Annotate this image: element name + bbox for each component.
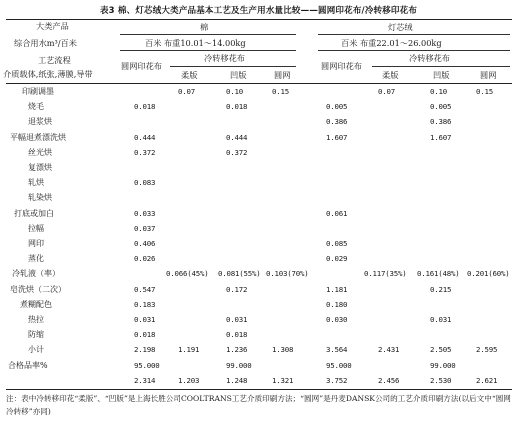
header-product-label: 大类产品: [36, 21, 69, 31]
table-cell: 0.018: [226, 330, 248, 340]
corduroy-rotary-header: 圆网印花布: [321, 61, 362, 71]
table-cell: 0.183: [134, 299, 156, 309]
cotton-group-rule: [120, 34, 296, 35]
table-cell: 0.201(60%): [467, 269, 510, 279]
table-cell: 2.530: [430, 375, 452, 385]
table-footnote: 注：表中冷转移印花“柔版”、“凹版”是上海长胜公司COOLTRANS工艺介质印刷方法；“圆网”是丹麦DANSK公司的工艺介质印刷方法(以后文中“圆网冷转移”亦同): [6, 394, 511, 416]
row-label: 合格品率%: [8, 360, 48, 370]
table-cell: 99.000: [226, 360, 252, 370]
row-label: 轧烘: [28, 178, 44, 188]
table-cell: 0.085: [326, 239, 348, 248]
header-water-label: 综合用水m³/百米: [14, 38, 77, 48]
table-cell: 0.061: [326, 208, 348, 218]
table-cell: 0.161(48%): [417, 269, 460, 279]
table-cell: 0.10: [226, 87, 243, 96]
table-cell: 0.029: [326, 254, 348, 264]
row-label: 皂洗烘（二次）: [10, 284, 66, 294]
table-cell: 3.564: [326, 345, 348, 355]
row-label: 煮糊配色: [20, 299, 52, 309]
table-cell: 2.314: [134, 375, 156, 385]
table-cell: 3.752: [326, 375, 348, 385]
cotton-cold-header: 冷转移花布: [204, 53, 245, 63]
row-label: 拉幅: [28, 223, 44, 233]
corduroy-cold-rule: [372, 66, 510, 67]
table-cell: 0.030: [326, 315, 348, 324]
corduroy-soft-header: 柔版: [382, 70, 399, 80]
table-cell: 0.444: [226, 132, 248, 142]
table-cell: 0.444: [134, 132, 156, 142]
cotton-cold-rule: [170, 66, 296, 67]
table-cell: 0.07: [378, 87, 395, 96]
table-cell: 0.005: [326, 102, 348, 112]
corduroy-group-header: 灯芯绒: [388, 22, 413, 32]
cotton-rotary-header: 圆网印花布: [121, 61, 162, 71]
corduroy-weight-rule: [318, 50, 510, 51]
row-label: 印刷调墨: [22, 87, 54, 96]
table-cell: 0.018: [134, 330, 156, 340]
header-process-label: 工艺流程: [38, 55, 71, 65]
row-label: 热拉: [28, 315, 44, 324]
table-cell: 0.026: [134, 254, 156, 264]
row-label: 平幅退煮漂洗烘: [10, 132, 66, 142]
table-cell: 1.248: [226, 375, 248, 385]
table-cell: 0.117(35%): [364, 269, 407, 279]
table-cell: 0.083: [134, 178, 156, 188]
header-medium-label: 介质载体,纸张,薄膜,导带: [3, 69, 93, 79]
corduroy-rotscreen-header: 圆网: [480, 70, 497, 80]
row-label: 丝光烘: [28, 147, 52, 157]
table-cell: 1.607: [430, 132, 452, 142]
table-cell: 0.180: [326, 299, 348, 309]
row-label: 打底或加白: [14, 208, 54, 218]
cotton-weight-header: 百米 布重10.01～14.00kg: [145, 38, 246, 48]
row-label: 冷轧液（率）: [12, 269, 60, 279]
table-cell: 1.181: [326, 284, 348, 294]
table-cell: 1.308: [272, 345, 294, 355]
table-cell: 95.000: [326, 360, 352, 370]
cotton-gravure-header: 凹版: [230, 70, 247, 80]
table-cell: 0.031: [226, 315, 248, 324]
table-cell: 1.321: [272, 375, 294, 385]
table-cell: 0.386: [326, 117, 348, 127]
cotton-group-header: 棉: [200, 22, 209, 32]
row-label: 防缩: [28, 330, 44, 340]
table-cell: 1.236: [226, 345, 248, 355]
row-label: 蒸化: [28, 254, 44, 264]
table-cell: 99.000: [430, 360, 456, 370]
row-label: 轧染烘: [28, 193, 52, 203]
corduroy-cold-header: 冷转移花布: [409, 53, 450, 63]
table-cell: 95.000: [134, 360, 160, 370]
table-cell: 0.033: [134, 208, 156, 218]
table-cell: 0.386: [430, 117, 452, 127]
table-cell: 1.203: [178, 375, 200, 385]
table-cell: 2.198: [134, 345, 156, 355]
cotton-weight-rule: [120, 50, 296, 51]
table-cell: 0.172: [226, 284, 248, 294]
table-cell: 0.547: [134, 284, 156, 294]
table-cell: 0.018: [134, 102, 156, 112]
table-cell: 2.456: [378, 375, 400, 385]
table-cell: 0.103(70%): [266, 269, 309, 279]
cotton-soft-header: 柔版: [181, 70, 198, 80]
table-top-rule: [6, 19, 512, 20]
row-label: 退浆烘: [28, 117, 52, 127]
table-cell: 0.031: [430, 315, 452, 324]
corduroy-gravure-header: 凹版: [433, 70, 450, 80]
table-cell: 0.215: [430, 284, 452, 294]
table-cell: 0.005: [430, 102, 452, 112]
table-cell: 0.066(45%): [166, 269, 209, 279]
table-cell: 0.031: [134, 315, 156, 324]
table-cell: 0.15: [272, 87, 289, 96]
table-cell: 0.07: [178, 87, 195, 96]
table-cell: 0.081(55%): [218, 269, 261, 279]
table-caption: 表3 棉、灯芯绒大类产品基本工艺及生产用水量比较——圆网印花布/冷转移印花布: [99, 6, 418, 16]
table-cell: 1.607: [326, 132, 348, 142]
table-cell: 0.372: [226, 147, 248, 157]
row-label: 小计: [28, 345, 44, 355]
table-cell: 2.595: [476, 345, 498, 355]
table-cell: 0.15: [476, 87, 493, 96]
row-label: 复漂烘: [28, 163, 52, 172]
header-bottom-rule: [6, 83, 512, 84]
table-cell: 0.037: [134, 223, 156, 233]
row-label: 烧毛: [28, 102, 44, 112]
cotton-rotscreen-header: 圆网: [274, 70, 291, 80]
table-cell: 1.191: [178, 345, 200, 355]
corduroy-weight-header: 百米 布重22.01～26.00kg: [341, 38, 442, 48]
table-cell: 0.018: [226, 102, 248, 112]
table-cell: 0.406: [134, 239, 156, 248]
row-label: 网印: [28, 239, 44, 248]
corduroy-group-rule: [318, 34, 510, 35]
table-cell: 2.505: [430, 345, 452, 355]
table-cell: 2.431: [378, 345, 400, 355]
table-cell: 0.10: [430, 87, 447, 96]
table-cell: 0.372: [134, 147, 156, 157]
table-cell: 2.621: [476, 375, 498, 385]
table-bottom-rule: [6, 389, 512, 390]
